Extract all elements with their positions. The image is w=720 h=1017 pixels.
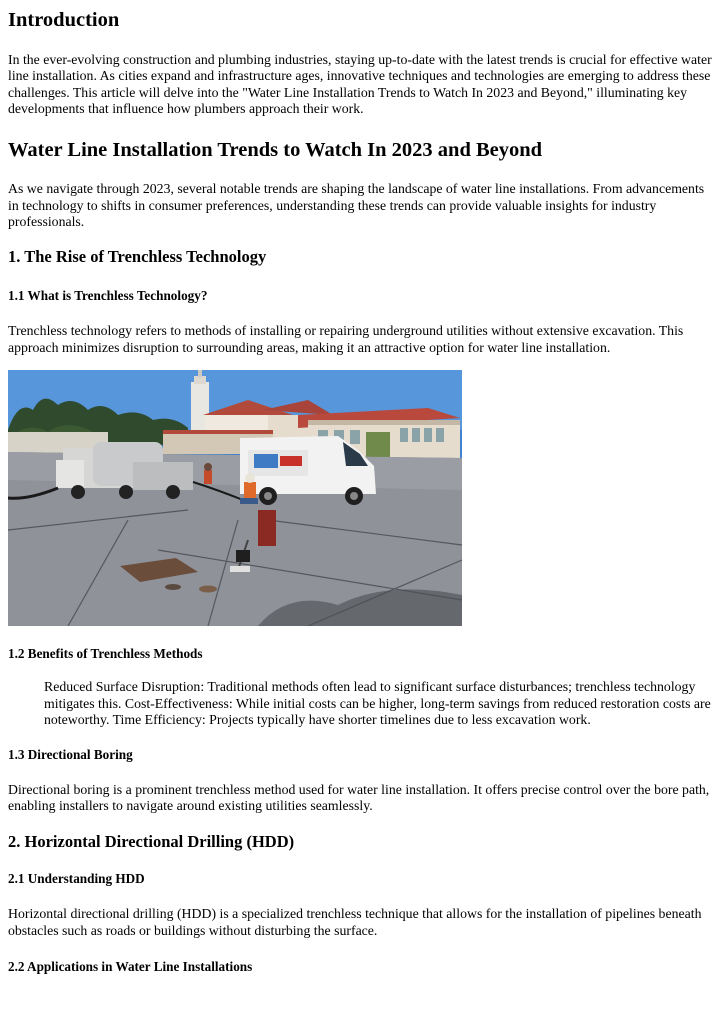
intro-paragraph: In the ever-evolving construction and plumbing industries, staying up-to-date with the latest trends is crucial for effective water line installation. As cities expand and infrastructure ages, innovative techniques and technologies are emerging to address these challenges. This article will delve into the "Water Line Installation Trends to Watch In 2023 and Beyond," illuminating key developments that influence how plumbers approach their work. [8,51,712,117]
section2-sub2-heading: 2.2 Applications in Water Line Installations [8,959,253,975]
section1-sub2-heading: 1.2 Benefits of Trenchless Methods [8,646,203,662]
section1-sub3-heading: 1.3 Directional Boring [8,746,133,762]
benefits-blockquote: Reduced Surface Disruption: Traditional methods often lead to significant surface disturbances; trenchless technology mitigates this. Cost-Effectiveness: While initial costs can be higher, long-term savings from reduced restoration costs are noteworthy. Time Efficiency: Projects typically have shorter timelines due to less excavation work. [44,679,711,728]
trenchless-work-photo [8,370,462,626]
section1-sub3-paragraph: Directional boring is a prominent trenchless method used for water line installation. It offers precise control over the bore path, enabling installers to navigate around existing utilities seamlessly. [8,781,710,814]
trends-paragraph: As we navigate through 2023, several notable trends are shaping the landscape of water line installations. From advancements in technology to shifts in consumer preferences, understanding these trends can provide valuable insights for industry professionals. [8,181,705,230]
section1-heading: 1. The Rise of Trenchless Technology [8,246,267,266]
trends-heading: Water Line Installation Trends to Watch In 2023 and Beyond [8,138,543,161]
section1-sub1-paragraph: Trenchless technology refers to methods of installing or repairing underground utilities without extensive excavation. This approach minimizes disruption to surrounding areas, making it an attractive option for water line installation. [8,323,684,355]
section2-sub1-heading: 2.1 Understanding HDD [8,871,145,887]
section1-sub1-heading: 1.1 What is Trenchless Technology? [8,288,208,304]
section2-sub1-paragraph: Horizontal directional drilling (HDD) is a specialized trenchless technique that allows for the installation of pipelines beneath obstacles such as roads or buildings without disturbing the surface. [8,906,702,938]
intro-heading: Introduction [8,9,120,31]
section2-heading: 2. Horizontal Directional Drilling (HDD) [8,831,295,851]
